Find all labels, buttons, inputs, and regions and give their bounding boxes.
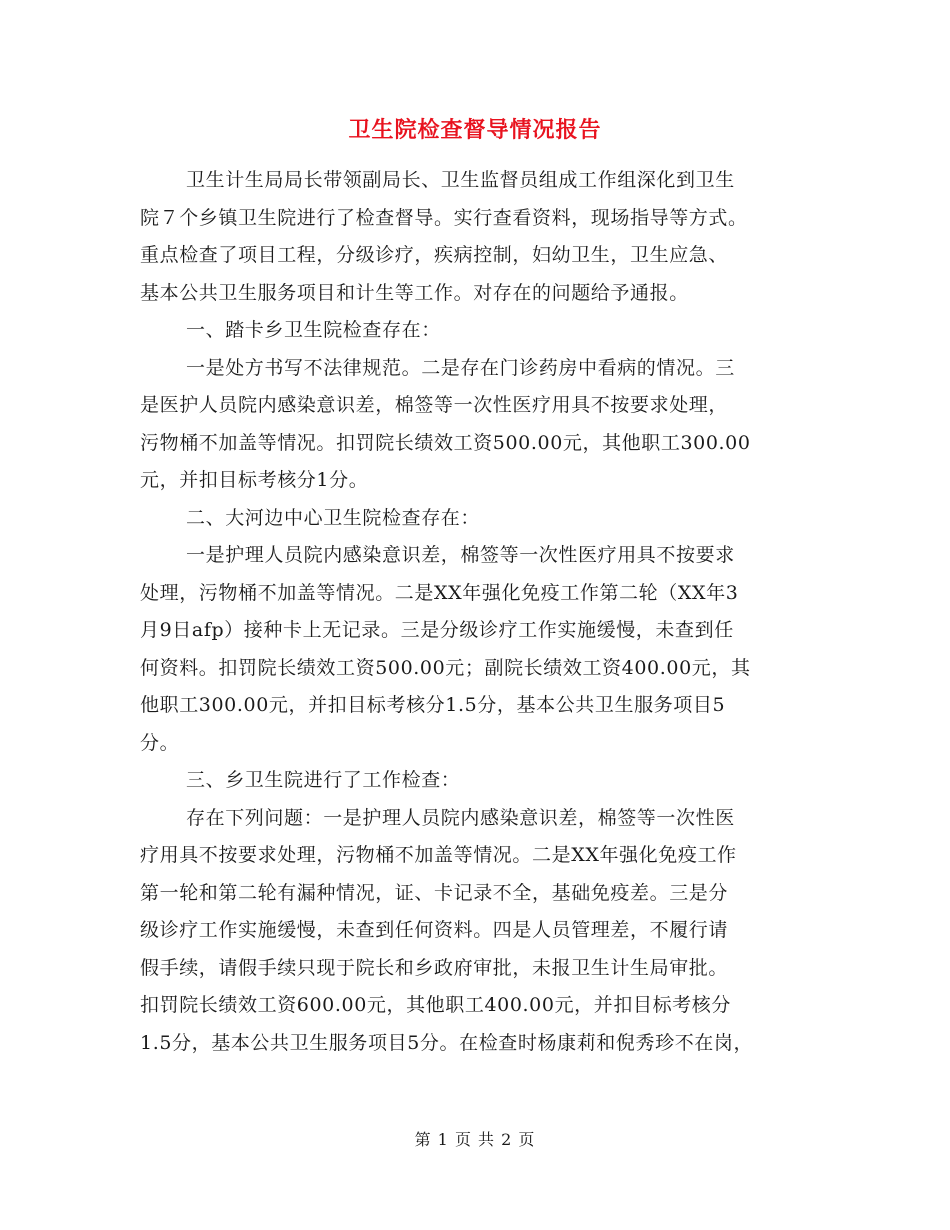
body-line: 分。 xyxy=(140,731,180,754)
body-line: 假手续，请假手续只现于院长和乡政府审批，未报卫生计生局审批。 xyxy=(140,956,729,979)
body-line: 疗用具不按要求处理，污物桶不加盖等情况。二是XX年强化免疫工作 xyxy=(140,844,737,866)
body-line: 卫生计生局局长带领副局长、卫生监督员组成工作组深化到卫生 xyxy=(186,169,735,191)
body-line: 二、大河边中心卫生院检查存在： xyxy=(186,506,481,529)
body-line: 院７个乡镇卫生院进行了检查督导。实行查看资料，现场指导等方式。 xyxy=(140,206,748,229)
body-line: 他职工300.00元，并扣目标考核分1.5分，基本公共卫生服务项目5 xyxy=(140,694,726,716)
body-line: 扣罚院长绩效工资600.00元，其他职工400.00元，并扣目标考核分 xyxy=(140,994,731,1016)
body-line: 是医护人员院内感染意识差，棉签等一次性医疗用具不按要求处理， xyxy=(140,394,729,416)
document-body xyxy=(140,162,820,1062)
body-line: 污物桶不加盖等情况。扣罚院长绩效工资500.00元，其他职工300.00 xyxy=(140,431,751,454)
body-line: 何资料。扣罚院长绩效工资500.00元；副院长绩效工资400.00元，其 xyxy=(140,656,751,679)
page-footer: 第 1 页 共 2 页 xyxy=(414,1130,536,1149)
body-line: 基本公共卫生服务项目和计生等工作。对存在的问题给予通报。 xyxy=(140,281,689,304)
body-line: 第一轮和第二轮有漏种情况，证、卡记录不全，基础免疫差。三是分 xyxy=(140,881,729,904)
body-line: 月9日afp）接种卡上无记录。三是分级诊疗工作实施缓慢，未查到任 xyxy=(140,619,734,641)
body-line: 1.5分，基本公共卫生服务项目5分。在检查时杨康莉和倪秀珍不在岗， xyxy=(140,1031,754,1054)
body-line: 处理，污物桶不加盖等情况。二是XX年强化免疫工作第二轮（XX年3 xyxy=(140,581,739,604)
body-line: 存在下列问题：一是护理人员院内感染意识差，棉签等一次性医 xyxy=(186,806,735,829)
body-line: 三、乡卫生院进行了工作检查： xyxy=(186,769,461,791)
document-title: 卫生院检查督导情况报告 xyxy=(348,118,602,143)
body-line: 一是处方书写不法律规范。二是存在门诊药房中看病的情况。三 xyxy=(186,356,735,379)
body-line: 重点检查了项目工程，分级诊疗，疾病控制，妇幼卫生，卫生应急、 xyxy=(140,244,729,266)
body-line: 一是护理人员院内感染意识差，棉签等一次性医疗用具不按要求 xyxy=(186,544,735,566)
body-line: 级诊疗工作实施缓慢，未查到任何资料。四是人员管理差，不履行请 xyxy=(140,919,729,941)
body-line: 一、踏卡乡卫生院检查存在： xyxy=(186,319,441,341)
body-line: 元，并扣目标考核分1分。 xyxy=(140,469,369,491)
